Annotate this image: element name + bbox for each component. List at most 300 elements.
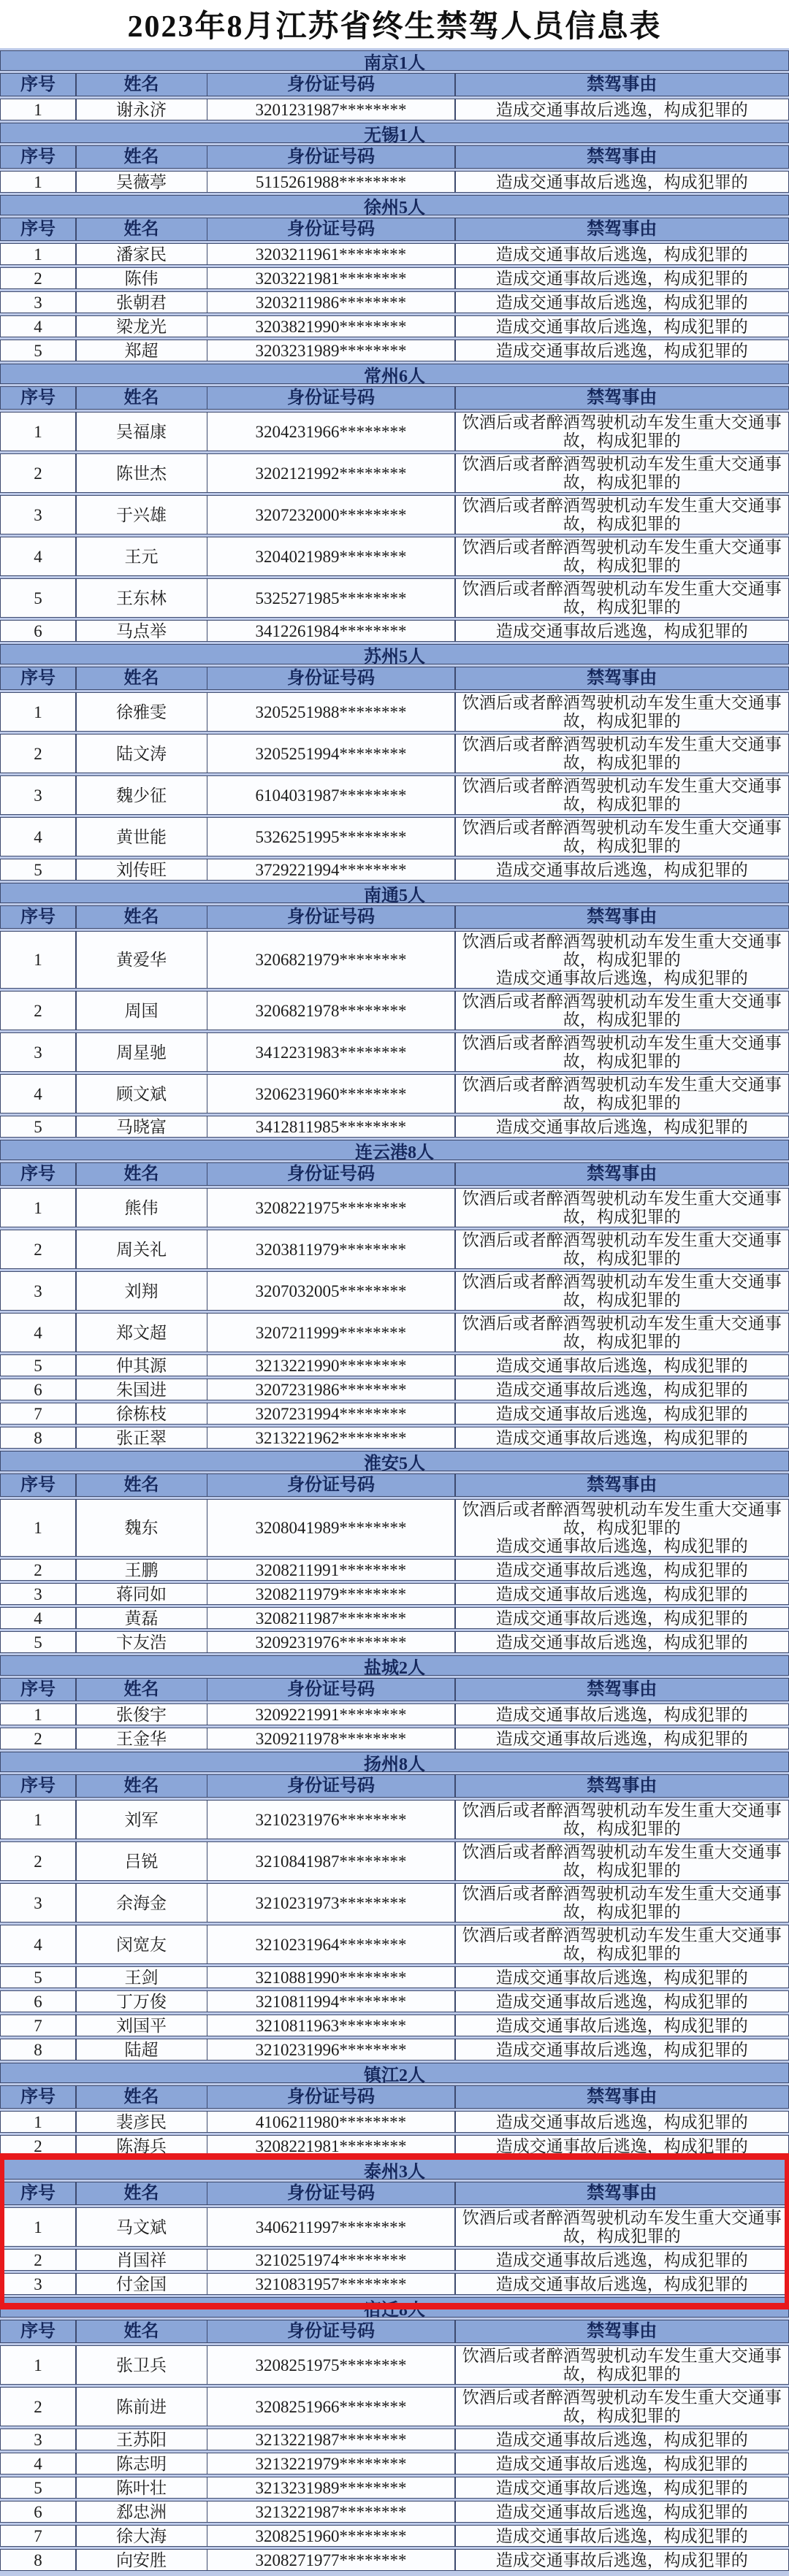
table-row [0,2015,789,2036]
table-row [0,1116,789,1138]
cell-name: 于兴雄 [77,496,207,534]
cell-reason [456,1500,789,1556]
cell-no: 8 [1,2039,75,2060]
cell-no: 2 [1,1842,75,1880]
cell-name: 向安胜 [77,2550,207,2570]
cell-no: 5 [1,1632,75,1652]
table-row [0,1188,789,1227]
city-section [0,1140,789,1449]
reason-line: 造成交通事故后逃逸，构成犯罪的 [495,2274,748,2293]
cell-reason [456,1967,789,1987]
page-title: 2023年8月江苏省终生禁驾人员信息表 [127,10,662,44]
cell-name: 裴彦民 [77,2112,207,2132]
cell-id: 3208221975******** [207,1189,454,1227]
column-header: 序号 [1,387,75,409]
cell-reason [456,172,789,192]
reason-line: 饮酒后或者醉酒驾驶机动车发生重大交通事故，构成犯罪的 [462,1231,782,1268]
cell-no: 8 [1,2550,75,2570]
reason-line: 造成交通事故后逃逸，构成犯罪的 [495,1117,748,1136]
cell-name: 郑文超 [77,1314,207,1352]
reason-line: 造成交通事故后逃逸，构成犯罪的 [495,2454,748,2473]
cell-reason [456,818,789,856]
reason-line: 饮酒后或者醉酒驾驶机动车发生重大交通事故，构成犯罪的 [462,1189,782,1226]
cell-id: 3205251988******** [207,693,454,731]
cell-reason [456,1884,789,1922]
table-row [0,243,789,265]
column-header: 序号 [1,2182,75,2204]
cell-no: 2 [1,992,75,1030]
cell-no: 5 [1,859,75,880]
reason-line: 造成交通事故后逃逸，构成犯罪的 [495,1584,748,1603]
reason-line: 造成交通事故后逃逸，构成犯罪的 [495,1356,748,1375]
reason-line: 饮酒后或者醉酒驾驶机动车发生重大交通事故，构成犯罪的 [462,2209,782,2245]
cell-name: 吴薇葶 [77,172,207,192]
cell-id: 3213221962******** [207,1427,454,1448]
cell-id: 3412811985******** [207,1116,454,1137]
table-row [0,1559,789,1581]
table-row [0,734,789,773]
cell-name: 刘国平 [77,2015,207,2036]
cell-reason [456,693,789,731]
cell-no: 2 [1,735,75,773]
cell-reason [456,1991,789,2012]
city-section [0,883,789,1138]
cell-reason [456,579,789,617]
table-row [0,2453,789,2475]
cell-id: 3213221987******** [207,2429,454,2450]
cell-name: 王元 [77,537,207,575]
cell-id: 4106211980******** [207,2112,454,2132]
cell-no: 4 [1,1608,75,1628]
table-row [0,1499,789,1557]
cell-reason [456,1189,789,1227]
table-row [0,2249,789,2271]
cell-id: 3206231960******** [207,1075,454,1113]
cell-reason [456,292,789,313]
section-header: 泰州3人 [0,2159,789,2180]
column-header: 身份证号码 [207,387,454,409]
reason-line: 造成交通事故后逃逸，构成犯罪的 [495,100,748,119]
cell-name: 徐栋枝 [77,1403,207,1424]
cell-no: 1 [1,1704,75,1725]
column-header: 序号 [1,667,75,689]
column-header: 序号 [1,1679,75,1701]
cell-id: 3210841987******** [207,1842,454,1880]
table-row [0,2345,789,2385]
cell-no: 5 [1,579,75,617]
cell-id: 3208251975******** [207,2346,454,2384]
column-header: 身份证号码 [207,74,454,96]
cell-name: 黄磊 [77,1608,207,1628]
reason-line: 造成交通事故后逃逸，构成犯罪的 [495,1537,748,1555]
cell-no: 3 [1,292,75,313]
cell-id: 3210231996******** [207,2039,454,2060]
column-header: 姓名 [77,387,207,409]
column-header-row [0,1473,789,1497]
cell-name: 张正翠 [77,1427,207,1448]
table-row [0,267,789,289]
cell-id: 3207231994******** [207,1403,454,1424]
cell-no: 3 [1,1584,75,1604]
cell-name: 陆文涛 [77,735,207,773]
table-row [0,775,789,815]
column-header: 身份证号码 [207,146,454,168]
column-header: 身份证号码 [207,2320,454,2342]
reason-line: 造成交通事故后逃逸，构成犯罪的 [495,1633,748,1652]
reason-line: 造成交通事故后逃逸，构成犯罪的 [495,2502,748,2521]
cell-no: 5 [1,1967,75,1987]
table-row [0,1074,789,1113]
cell-name: 潘家民 [77,244,207,264]
cell-reason [456,1427,789,1448]
cell-name: 马点举 [77,621,207,641]
cell-reason [456,1403,789,1424]
cell-name: 陆超 [77,2039,207,2060]
reason-line: 饮酒后或者醉酒驾驶机动车发生重大交通事故，构成犯罪的 [462,2388,782,2425]
city-section [0,1655,789,1749]
cell-reason [456,621,789,641]
cell-id: 3729221994******** [207,859,454,880]
reason-line: 造成交通事故后逃逸，构成犯罪的 [495,2040,748,2059]
column-header: 序号 [1,906,75,928]
column-header: 姓名 [77,1474,207,1496]
column-header: 禁驾事由 [456,1163,789,1185]
reason-line: 饮酒后或者醉酒驾驶机动车发生重大交通事故，构成犯罪的 [462,413,782,450]
cell-reason [456,1632,789,1652]
reason-line: 造成交通事故后逃逸，构成犯罪的 [495,1560,748,1579]
table-row [0,1883,789,1923]
cell-reason [456,2526,789,2546]
cell-reason [456,2477,789,2498]
cell-id: 3213221979******** [207,2453,454,2474]
reason-line: 造成交通事故后逃逸，构成犯罪的 [495,969,748,987]
column-header-row [0,1774,789,1798]
cell-id: 6104031987******** [207,776,454,814]
cell-id: 3208271977******** [207,2550,454,2570]
cell-no: 5 [1,2477,75,2498]
table-row [0,1703,789,1725]
table-row [0,578,789,618]
cell-id: 3207231986******** [207,1379,454,1400]
reason-line: 饮酒后或者醉酒驾驶机动车发生重大交通事故，构成犯罪的 [462,1885,782,1921]
cell-no: 1 [1,2112,75,2132]
reason-line: 造成交通事故后逃逸，构成犯罪的 [495,341,748,360]
cell-id: 3201231987******** [207,99,454,120]
cell-reason [456,932,789,988]
table-row [0,291,789,313]
cell-reason [456,496,789,534]
section-header: 南京1人 [0,50,789,71]
cell-name: 周关礼 [77,1230,207,1268]
cell-no: 3 [1,1272,75,1310]
reason-line: 造成交通事故后逃逸，构成犯罪的 [495,1992,748,2011]
cell-id: 3208251960******** [207,2526,454,2546]
cell-no: 6 [1,1991,75,2012]
column-header: 姓名 [77,218,207,240]
cell-reason [456,1925,789,1963]
cell-reason [456,1704,789,1725]
cell-no: 2 [1,1560,75,1580]
cell-no: 6 [1,621,75,641]
section-header: 南通5人 [0,883,789,903]
cell-id: 3203221981******** [207,268,454,288]
table-row [0,2039,789,2061]
cell-reason [456,2388,789,2426]
cell-id: 3206821978******** [207,992,454,1030]
reason-line: 造成交通事故后逃逸，构成犯罪的 [495,269,748,288]
column-header: 序号 [1,218,75,240]
cell-name: 周国 [77,992,207,1030]
cell-no: 4 [1,537,75,575]
reason-line: 造成交通事故后逃逸，构成犯罪的 [495,860,748,879]
cell-no: 5 [1,340,75,361]
cell-reason [456,2250,789,2270]
cell-name: 余海金 [77,1884,207,1922]
reason-line: 造成交通事故后逃逸，构成犯罪的 [495,2112,748,2131]
column-header: 禁驾事由 [456,2320,789,2342]
cell-no: 5 [1,1355,75,1376]
column-header: 禁驾事由 [456,2182,789,2204]
city-section [0,50,789,120]
section-header: 淮安5人 [0,1451,789,1471]
cell-reason [456,1728,789,1749]
table-row [0,1379,789,1400]
column-header-row [0,2085,789,2109]
table-row [0,2477,789,2499]
cell-no: 7 [1,2526,75,2546]
title-bar [0,0,789,48]
reason-line: 造成交通事故后逃逸，构成犯罪的 [495,2136,748,2155]
cell-reason [456,244,789,264]
cell-id: 3210251974******** [207,2250,454,2270]
column-header: 姓名 [77,2182,207,2204]
reason-line: 饮酒后或者醉酒驾驶机动车发生重大交通事故，构成犯罪的 [462,735,782,772]
cell-no: 8 [1,1427,75,1448]
cell-reason [456,454,789,492]
reason-line: 造成交通事故后逃逸，构成犯罪的 [495,2016,748,2035]
cell-reason [456,1608,789,1628]
column-header: 姓名 [77,2320,207,2342]
column-header: 禁驾事由 [456,1474,789,1496]
column-header: 禁驾事由 [456,218,789,240]
column-header: 姓名 [77,1775,207,1797]
cell-id: 3208211987******** [207,1608,454,1628]
cell-id: 3203211961******** [207,244,454,264]
cell-no: 4 [1,316,75,337]
reason-line: 造成交通事故后逃逸，构成犯罪的 [495,1404,748,1423]
cell-reason [456,1230,789,1268]
cell-reason [456,2208,789,2246]
cell-name: 陈前进 [77,2388,207,2426]
cell-reason [456,2453,789,2474]
cell-name: 马文斌 [77,2208,207,2246]
cell-no: 2 [1,2388,75,2426]
cell-id: 3213221990******** [207,1355,454,1376]
reason-line: 饮酒后或者醉酒驾驶机动车发生重大交通事故，构成犯罪的 [462,777,782,813]
cell-id: 3208221981******** [207,2136,454,2156]
column-header: 身份证号码 [207,218,454,240]
column-header: 身份证号码 [207,906,454,928]
column-header-row [0,145,789,169]
cell-no: 1 [1,99,75,120]
table-row [0,1631,789,1653]
city-section [0,644,789,881]
column-header: 序号 [1,146,75,168]
cell-id: 3412261984******** [207,621,454,641]
cell-name: 丁万俊 [77,1991,207,2012]
cell-reason [456,340,789,361]
cell-no: 6 [1,1379,75,1400]
table-row [0,1966,789,1988]
reason-line: 造成交通事故后逃逸，构成犯罪的 [495,2526,748,2545]
cell-id: 3210231964******** [207,1925,454,1963]
reason-line: 造成交通事故后逃逸，构成犯罪的 [495,621,748,640]
column-header: 禁驾事由 [456,906,789,928]
column-header: 姓名 [77,146,207,168]
reason-line: 饮酒后或者醉酒驾驶机动车发生重大交通事故，构成犯罪的 [462,497,782,533]
column-header: 姓名 [77,1163,207,1185]
cell-reason [456,2429,789,2450]
table-row [0,537,789,576]
cell-id: 3210831957******** [207,2274,454,2294]
reason-line: 造成交通事故后逃逸，构成犯罪的 [495,1428,748,1447]
cell-id: 3203231989******** [207,340,454,361]
cell-no: 1 [1,693,75,731]
column-header: 姓名 [77,74,207,96]
table-row [0,1403,789,1425]
cell-name: 郑超 [77,340,207,361]
reason-line: 饮酒后或者醉酒驾驶机动车发生重大交通事故，构成犯罪的 [462,455,782,491]
table-row [0,2135,789,2157]
cell-reason [456,1560,789,1580]
column-header: 姓名 [77,1679,207,1701]
cell-reason [456,1033,789,1071]
cell-no: 1 [1,932,75,988]
cell-reason [456,1075,789,1113]
cell-name: 马晓富 [77,1116,207,1137]
table-row [0,931,789,989]
cell-name: 陈海兵 [77,2136,207,2156]
table-row [0,2387,789,2426]
reason-line: 造成交通事故后逃逸，构成犯罪的 [495,2250,748,2269]
cell-id: 3208251966******** [207,2388,454,2426]
table-row [0,620,789,642]
section-header: 连云港8人 [0,1140,789,1160]
cell-id: 3208211979******** [207,1584,454,1604]
reason-line: 饮酒后或者醉酒驾驶机动车发生重大交通事故，构成犯罪的 [462,1273,782,1309]
cell-no: 6 [1,2502,75,2522]
cell-id: 3206821979******** [207,932,454,988]
cell-reason [456,316,789,337]
cell-no: 1 [1,413,75,451]
reason-line: 造成交通事故后逃逸，构成犯罪的 [495,1968,748,1987]
table-row [0,495,789,534]
reason-line: 造成交通事故后逃逸，构成犯罪的 [495,293,748,312]
column-header: 禁驾事由 [456,387,789,409]
cell-no: 3 [1,1884,75,1922]
cell-name: 吕锐 [77,1842,207,1880]
cell-no: 1 [1,1500,75,1556]
city-section [0,1451,789,1653]
table-row [0,412,789,451]
column-header-row [0,73,789,96]
column-header-row [0,905,789,929]
table-row [0,1032,789,1072]
cell-id: 3208041989******** [207,1500,454,1556]
cell-name: 梁龙光 [77,316,207,337]
cell-name: 顾文斌 [77,1075,207,1113]
cell-no: 2 [1,2136,75,2156]
table-row [0,1925,789,1964]
cell-no: 2 [1,268,75,288]
cell-name: 陈志明 [77,2453,207,2474]
table-row [0,340,789,361]
reason-line: 饮酒后或者醉酒驾驶机动车发生重大交通事故，构成犯罪的 [462,1034,782,1070]
reason-line: 造成交通事故后逃逸，构成犯罪的 [495,1705,748,1724]
section-header: 宿迁8人 [0,2297,789,2318]
cell-name: 卞友浩 [77,1632,207,1652]
cell-reason [456,2274,789,2294]
table-row [0,991,789,1030]
column-header: 禁驾事由 [456,146,789,168]
column-header: 禁驾事由 [456,74,789,96]
cell-id: 3412231983******** [207,1033,454,1071]
table-row [0,1800,789,1839]
cell-name: 朱国进 [77,1379,207,1400]
column-header-row [0,218,789,241]
reason-line: 饮酒后或者醉酒驾驶机动车发生重大交通事故，构成犯罪的 [462,1076,782,1112]
cell-name: 徐雅雯 [77,693,207,731]
cell-id: 3205251994******** [207,735,454,773]
cell-no: 3 [1,496,75,534]
cell-name: 肖国祥 [77,2250,207,2270]
cell-id: 5115261988******** [207,172,454,192]
cell-name: 吴福康 [77,413,207,451]
city-section [0,2297,789,2571]
cell-id: 3213221987******** [207,2502,454,2522]
cell-reason [456,1584,789,1604]
cell-reason [456,1116,789,1137]
column-header-row [0,1678,789,1701]
cell-name: 魏东 [77,1500,207,1556]
column-header-row [0,1162,789,1186]
column-header: 序号 [1,2320,75,2342]
reason-line: 饮酒后或者醉酒驾驶机动车发生重大交通事故，构成犯罪的 [462,694,782,730]
cell-no: 3 [1,2429,75,2450]
column-header: 身份证号码 [207,2086,454,2108]
ban-table [0,48,789,2576]
reason-line: 饮酒后或者醉酒驾驶机动车发生重大交通事故，构成犯罪的 [462,1801,782,1838]
table-row [0,1313,789,1352]
column-header: 身份证号码 [207,1163,454,1185]
cell-name: 陈世杰 [77,454,207,492]
cell-name: 王东林 [77,579,207,617]
cell-name: 郄忠洲 [77,2502,207,2522]
reason-line: 造成交通事故后逃逸，构成犯罪的 [495,245,748,264]
section-header: 苏州5人 [0,644,789,664]
cell-id: 3207211999******** [207,1314,454,1352]
column-header: 身份证号码 [207,2182,454,2204]
cell-name: 陈叶壮 [77,2477,207,2498]
cell-no: 3 [1,2274,75,2294]
column-header: 禁驾事由 [456,2086,789,2108]
cell-reason [456,1801,789,1839]
cell-reason [456,2015,789,2036]
reason-line: 饮酒后或者醉酒驾驶机动车发生重大交通事故，构成犯罪的 [462,992,782,1029]
column-header: 身份证号码 [207,1775,454,1797]
reason-line: 饮酒后或者醉酒驾驶机动车发生重大交通事故，构成犯罪的 [462,580,782,616]
cell-name: 蒋同如 [77,1584,207,1604]
